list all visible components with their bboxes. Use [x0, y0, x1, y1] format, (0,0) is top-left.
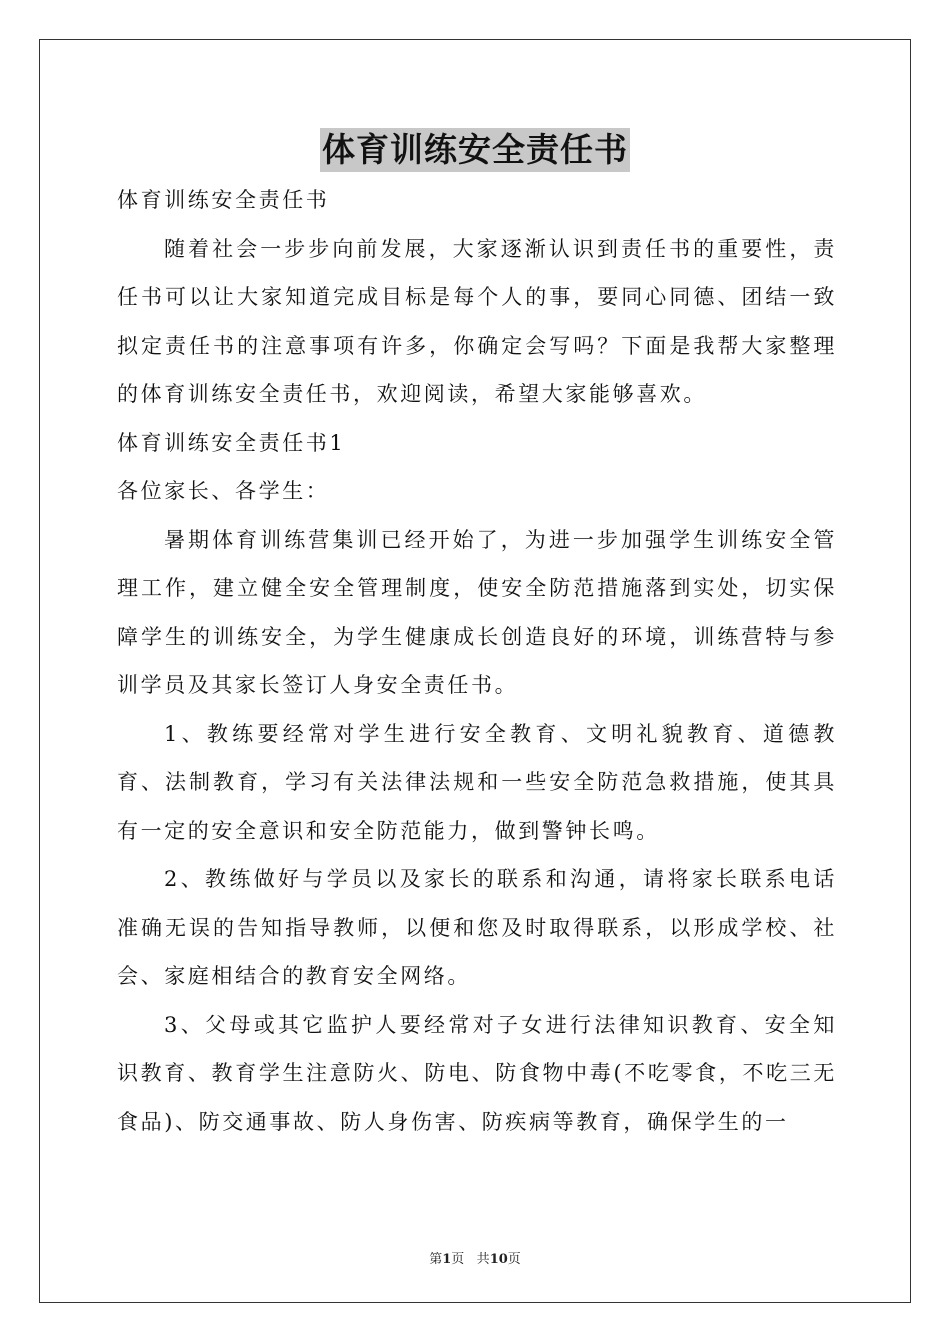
- body-paragraph: 暑期体育训练营集训已经开始了，为进一步加强学生训练安全管理工作，建立健全安全管理制度，使安全防范措施落到实处，切实保障学生的训练安全，为学生健康成长创造良好的环境，训练营特与参训学员及其家长签订人身安全责任书。: [117, 527, 837, 697]
- document-title: 体育训练安全责任书: [320, 128, 630, 172]
- salutation: 各位家长、各学生：: [117, 479, 330, 503]
- page-prefix: 第: [429, 1252, 443, 1267]
- intro-paragraph: 随着社会一步步向前发展，大家逐渐认识到责任书的重要性，责任书可以让大家知道完成目标是每个人的事，要同心同德、团结一致拟定责任书的注意事项有许多，你确定会写吗？下面是我帮大家整理的体育训练安全责任书，欢迎阅读，希望大家能够喜欢。: [117, 236, 837, 406]
- document-body: [117, 176, 837, 1146]
- clause-3: 3、父母或其它监护人要经常对子女进行法律知识教育、安全知识教育、教育学生注意防火、防电、防食物中毒(不吃零食，不吃三无食品)、防交通事故、防人身伤害、防疾病等教育，确保学生的一: [117, 1012, 837, 1134]
- page-footer: [0, 1248, 950, 1267]
- total-page-number: 10: [489, 1252, 508, 1267]
- section-heading: 体育训练安全责任书1: [117, 430, 346, 455]
- clause-2: 2、教练做好与学员以及家长的联系和沟通，请将家长联系电话准确无误的告知指导教师，以便和您及时取得联系，以形成学校、社会、家庭相结合的教育安全网络。: [117, 867, 837, 988]
- page-suffix: 页: [451, 1252, 465, 1267]
- clause-1: 1、教练要经常对学生进行安全教育、文明礼貌教育、道德教育、法制教育，学习有关法律法规和一些安全防范急救措施，使其具有一定的安全意识和安全防范能力，做到警钟长鸣。: [117, 721, 837, 843]
- total-prefix: 共: [476, 1252, 490, 1267]
- current-page-number: 1: [442, 1252, 452, 1267]
- total-suffix: 页: [507, 1252, 521, 1267]
- subtitle-paragraph: 体育训练安全责任书: [117, 188, 330, 212]
- title-container: [0, 128, 950, 172]
